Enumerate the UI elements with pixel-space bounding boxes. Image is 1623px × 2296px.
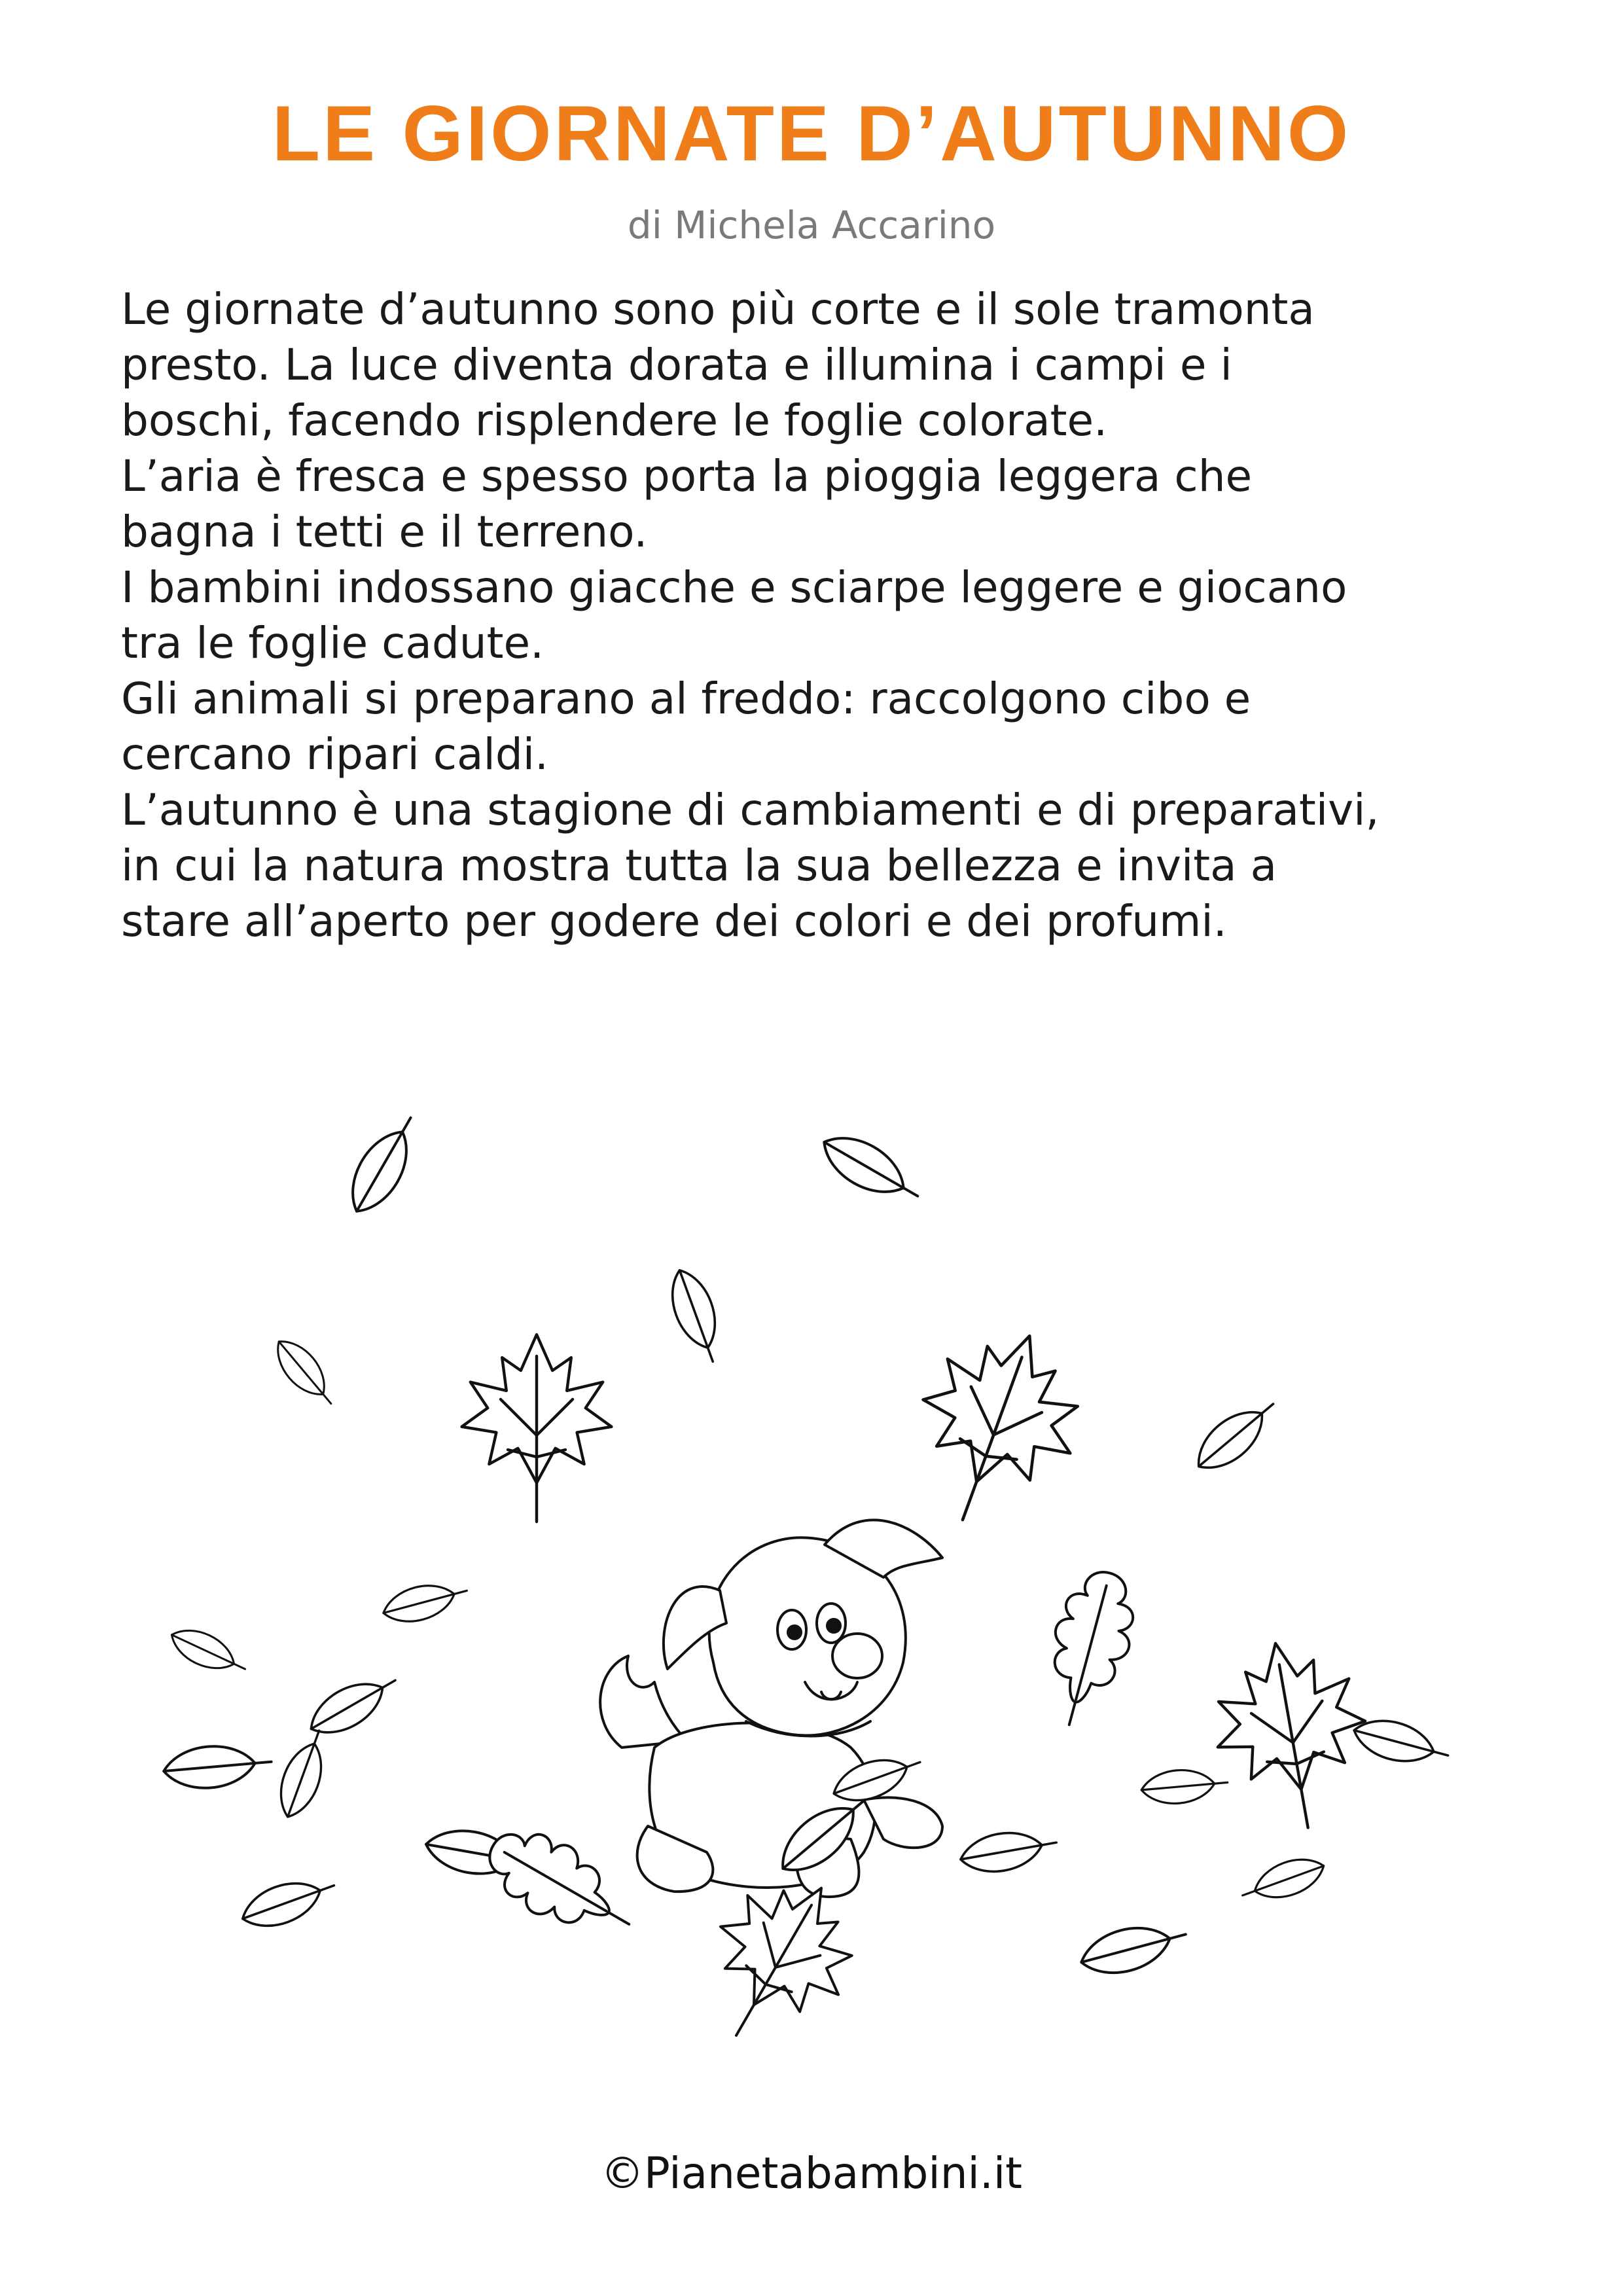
text-line: boschi, facendo risplendere le foglie colorate. [121,395,1108,446]
leaf-icon [339,1107,429,1221]
text-line: L’autunno è una stagione di cambiamenti e di preparativi, [121,785,1380,835]
author-line: di Michela Accarino [627,203,996,247]
text-line: bagna i tetti e il terreno. [121,507,648,557]
autumn-illustration [131,1034,1505,2081]
leaf-icon [271,1725,335,1823]
leaf-icon [662,1264,730,1368]
oak-leaf-icon [1033,1564,1146,1735]
leaf-icon [165,1621,251,1683]
text-line: in cui la natura mostra tutta la sua bellezza e invita a [121,840,1277,891]
maple-leaf-icon [462,1335,612,1522]
copyright-footer: ©Pianetabambini.it [600,2148,1023,2198]
text-line: Gli animali si preparano al freddo: raccolgono cibo e [121,673,1251,724]
leaf-icon [379,1575,471,1629]
text-line: presto. La luce diventa dorata e illumina i campi e i [121,340,1232,390]
oak-leaf-icon [474,1813,648,1957]
puppy-icon [600,1520,942,1897]
leaf-icon [236,1868,340,1936]
story-text [121,281,1528,949]
text-line: cercano ripari caldi. [121,729,549,780]
text-line: I bambini indossano giacche e sciarpe leggere e giocano [121,562,1347,613]
leaf-icon [1140,1766,1229,1806]
text-line: L’aria è fresca e spesso porta la pioggia leggera che [121,451,1253,501]
leaf-icon [1076,1914,1191,1982]
leaf-icon [957,1824,1060,1878]
text-line: tra le foglie cadute. [121,618,544,668]
maple-leaf-icon [889,1309,1103,1547]
maple-leaf-icon [1202,1630,1382,1840]
text-line: Le giornate d’autunno sono più corte e il sole tramonta [121,284,1315,334]
leaf-icon [162,1741,274,1791]
leaf-icon [814,1124,928,1214]
leaf-icon [1187,1390,1285,1480]
leaf-icon [1237,1850,1329,1911]
leaf-icon [267,1332,343,1414]
page-title: LE GIORNATE D’AUTUNNO [272,90,1351,177]
text-line: stare all’aperto per godere dei colori e dei profumi. [121,896,1227,946]
